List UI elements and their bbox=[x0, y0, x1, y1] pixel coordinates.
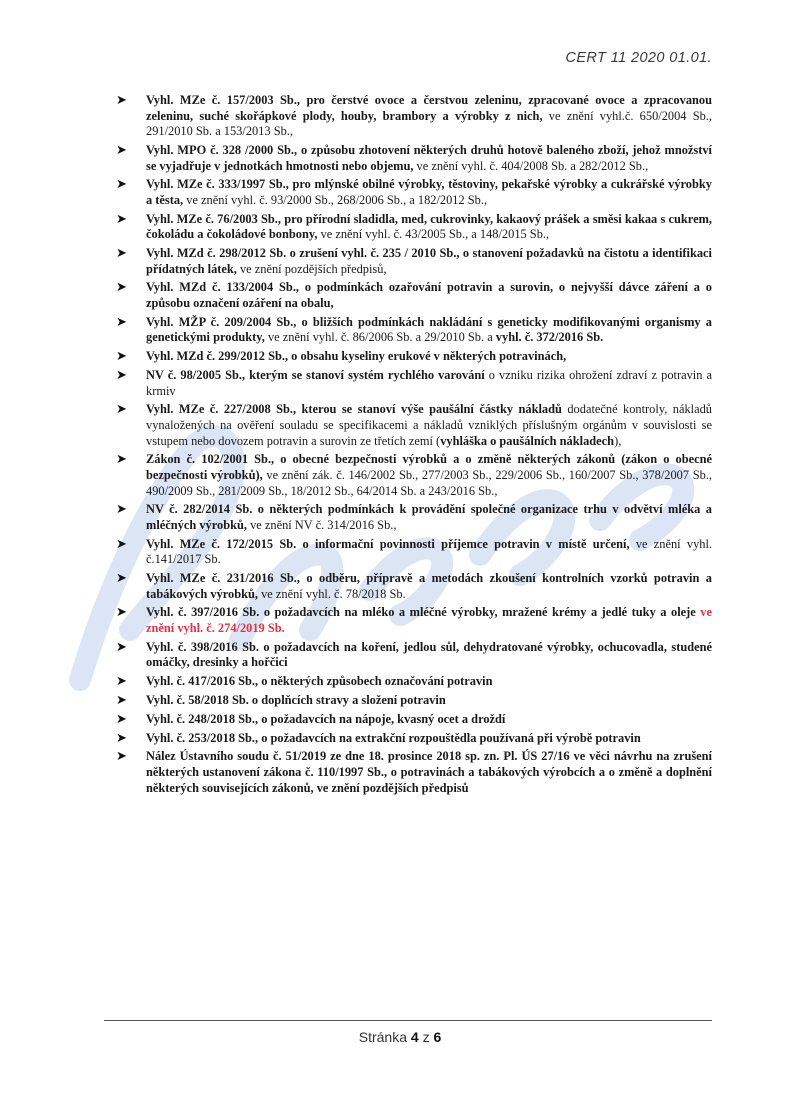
regulation-amendments: ve znění pozdějších předpisů, bbox=[236, 261, 387, 276]
regulation-title: Vyhl. č. 253/2018 Sb., o požadavcích na extrakční rozpouštědla používaná při výrobě potravin bbox=[146, 730, 641, 745]
arrow-bullet-icon: ➤ bbox=[116, 605, 127, 621]
list-item bbox=[116, 212, 712, 243]
regulation-amendments: ve znění zák. č. 146/2002 Sb., 277/2003 Sb., 229/2006 Sb., 160/2007 Sb., 378/2007 Sb., 490/2009 Sb., 281/2009 Sb., 18/2012 Sb., 64/2014 Sb. a 243/2016 Sb., bbox=[146, 467, 712, 498]
regulation-title: Zákon č. 102/2001 Sb., o obecné bezpečnosti výrobků a o změně některých zákonů (zákon o obecné bezpečnosti výrobků), bbox=[146, 452, 712, 482]
arrow-bullet-icon: ➤ bbox=[116, 211, 127, 227]
regulation-amendments: ve znění vyhl.č. 650/2004 Sb., 291/2010 Sb. a 153/2013 Sb., bbox=[146, 108, 712, 139]
regulation-title: Vyhl. MZe č. 231/2016 Sb., o odběru, přípravě a metodách zkoušení kontrolních vzorků potravin a tabákových výrobků, bbox=[146, 571, 712, 601]
regulation-title: Vyhl. MZe č. 157/2003 Sb., pro čerstvé ovoce a čerstvou zeleninu, zpracované ovoce a zpracovanou zeleninu, suché skořápkové plody, houby, brambory a výrobky z nich, bbox=[146, 93, 712, 123]
list-item bbox=[116, 640, 712, 671]
arrow-bullet-icon: ➤ bbox=[116, 452, 127, 468]
regulation-amendments: o vzniku rizika ohrožení zdraví z potravin a krmiv bbox=[146, 368, 712, 398]
list-item bbox=[116, 143, 712, 174]
document-code: CERT 11 2020 01.01. bbox=[565, 50, 712, 66]
regulation-amendment-bold: vyhláška o paušálních nákladech bbox=[440, 433, 615, 448]
list-item bbox=[116, 452, 712, 499]
regulation-amendments: ve znění vyhl. č.141/2017 Sb. bbox=[146, 536, 712, 567]
arrow-bullet-icon: ➤ bbox=[116, 142, 127, 158]
arrow-bullet-icon: ➤ bbox=[116, 349, 127, 365]
regulation-title: Vyhl. MPO č. 328 /2000 Sb., o způsobu zhotovení některých druhů hotově baleného zboží, jehož množství se vyjadřuje v jednotkách hmotnosti nebo objemu, bbox=[146, 142, 712, 173]
list-item bbox=[116, 693, 712, 709]
arrow-bullet-icon: ➤ bbox=[116, 280, 127, 296]
list-item bbox=[116, 402, 712, 449]
regulation-title: NV č. 98/2005 Sb., kterým se stanoví systém rychlého varování bbox=[146, 368, 485, 382]
regulation-title: Vyhl. MZe č. 172/2015 Sb. o informační povinnosti příjemce potravin v místě určení, bbox=[146, 536, 630, 551]
arrow-bullet-icon: ➤ bbox=[116, 639, 127, 655]
regulation-amendment-bold: vyhl. č. 372/2016 Sb. bbox=[495, 330, 604, 345]
regulation-title: Vyhl. č. 398/2016 Sb. o požadavcích na koření, jedlou sůl, dehydratované výrobky, ochucovadla, studené omáčky, dresinky a hořčici bbox=[146, 639, 712, 670]
arrow-bullet-icon: ➤ bbox=[116, 536, 127, 552]
regulation-list bbox=[116, 93, 712, 799]
arrow-bullet-icon: ➤ bbox=[116, 730, 127, 746]
regulation-title: Vyhl. MZd č. 298/2012 Sb. o zrušení vyhl. č. 235 / 2010 Sb., o stanovení požadavků na čistotu a identifikaci přídatných látek, bbox=[146, 246, 712, 276]
page-footer bbox=[0, 1029, 800, 1045]
list-item bbox=[116, 605, 712, 636]
list-item bbox=[116, 177, 712, 208]
arrow-bullet-icon: ➤ bbox=[116, 314, 127, 330]
list-item bbox=[116, 349, 712, 365]
list-item bbox=[116, 368, 712, 399]
arrow-bullet-icon: ➤ bbox=[116, 93, 127, 108]
amendment-note: ve znění vyhl. č. 274/2019 Sb. bbox=[146, 605, 712, 636]
regulation-amendments: ve znění vyhl. č. 78/2018 Sb. bbox=[258, 586, 406, 601]
footer-divider bbox=[104, 1020, 712, 1021]
regulation-amendments: ve znění vyhl. č. 404/2008 Sb. a 282/2012 Sb., bbox=[413, 158, 649, 173]
regulation-amendments: ve znění NV č. 314/2016 Sb., bbox=[246, 517, 397, 532]
arrow-bullet-icon: ➤ bbox=[116, 711, 127, 727]
regulation-title: Vyhl. č. 417/2016 Sb., o některých způsobech označování potravin bbox=[146, 674, 493, 689]
footer-separator: z bbox=[422, 1029, 430, 1045]
regulation-title: Vyhl. MZe č. 333/1997 Sb., pro mlýnské obilné výrobky, těstoviny, pekařské výrobky a cukrářské výrobky a těsta, bbox=[146, 177, 712, 207]
list-item bbox=[116, 731, 712, 747]
regulation-title: Vyhl. MZe č. 76/2003 Sb., pro přírodní sladidla, med, cukrovinky, kakaový prášek a směsi kakaa s cukrem, čokoládu a čokoládové bonbony, bbox=[146, 211, 712, 242]
list-item bbox=[116, 712, 712, 728]
regulation-title: Vyhl. č. 397/2016 Sb. o požadavcích na mléko a mléčné výrobky, mražené krémy a jedlé tuky a oleje bbox=[146, 605, 701, 620]
list-item bbox=[116, 537, 712, 568]
list-item bbox=[116, 246, 712, 277]
arrow-bullet-icon: ➤ bbox=[116, 502, 127, 518]
footer-prefix: Stránka bbox=[358, 1029, 407, 1045]
arrow-bullet-icon: ➤ bbox=[116, 177, 127, 193]
arrow-bullet-icon: ➤ bbox=[116, 246, 127, 262]
regulation-amendment-end: ), bbox=[614, 433, 622, 448]
regulation-amendments: ve znění vyhl. č. 86/2006 Sb. a 29/2010 Sb. a bbox=[264, 330, 496, 345]
total-pages-number: 6 bbox=[433, 1029, 442, 1045]
list-item bbox=[116, 502, 712, 533]
arrow-bullet-icon: ➤ bbox=[116, 692, 127, 708]
regulation-title: NV č. 282/2014 Sb. o některých podmínkách k provádění společné organizace trhu v odvětví mléka a mléčných výrobků, bbox=[146, 502, 712, 532]
arrow-bullet-icon: ➤ bbox=[116, 749, 127, 765]
list-item bbox=[116, 280, 712, 311]
list-item bbox=[116, 674, 712, 690]
regulation-title: Vyhl. MZd č. 299/2012 Sb., o obsahu kyseliny erukové v některých potravinách, bbox=[146, 349, 567, 364]
list-item bbox=[116, 749, 712, 796]
arrow-bullet-icon: ➤ bbox=[116, 674, 127, 690]
regulation-title: Vyhl. MZe č. 227/2008 Sb., kterou se stanoví výše paušální částky nákladů bbox=[146, 402, 562, 417]
regulation-title: Vyhl. MZd č. 133/2004 Sb., o podmínkách ozařování potravin a surovin, o nejvyšší dávce záření a o způsobu označení ozáření na obalu, bbox=[146, 280, 712, 311]
regulation-title: Vyhl. č. 58/2018 Sb. o doplňcích stravy a složení potravin bbox=[146, 692, 446, 707]
regulation-amendments: ve znění vyhl. č. 93/2000 Sb., 268/2006 Sb., a 182/2012 Sb., bbox=[183, 192, 488, 207]
regulation-title: Nález Ústavního soudu č. 51/2019 ze dne 18. prosince 2018 sp. zn. Pl. ÚS 27/16 ve věci návrhu na zrušení některých ustanovení zákona č. 110/1997 Sb., o potravinách a tabákových výrobcích a o změně a doplnění některých souvisejících zákonů, ve znění pozdějších předpisů bbox=[146, 749, 712, 795]
arrow-bullet-icon: ➤ bbox=[116, 402, 127, 418]
regulation-amendments: ve znění vyhl. č. 43/2005 Sb., a 148/2015 Sb., bbox=[317, 227, 550, 242]
list-item bbox=[116, 571, 712, 602]
regulation-title: Vyhl. MŽP č. 209/2004 Sb., o bližších podmínkách nakládání s geneticky modifikovanými organismy a genetickými produkty, bbox=[146, 314, 712, 345]
regulation-title: Vyhl. č. 248/2018 Sb., o požadavcích na nápoje, kvasný ocet a droždí bbox=[146, 711, 506, 726]
regulation-amendments: dodatečné kontroly, nákladů vynaložených na ověření souladu se specifikacemi a nákladů vzniklých příslušným orgánům v souvislosti se vstupem nebo dovozem potravin a surovin ze třetích zemí ( bbox=[146, 402, 712, 448]
current-page-number: 4 bbox=[410, 1029, 419, 1045]
list-item bbox=[116, 93, 712, 140]
list-item bbox=[116, 315, 712, 346]
arrow-bullet-icon: ➤ bbox=[116, 571, 127, 587]
arrow-bullet-icon: ➤ bbox=[116, 368, 127, 383]
